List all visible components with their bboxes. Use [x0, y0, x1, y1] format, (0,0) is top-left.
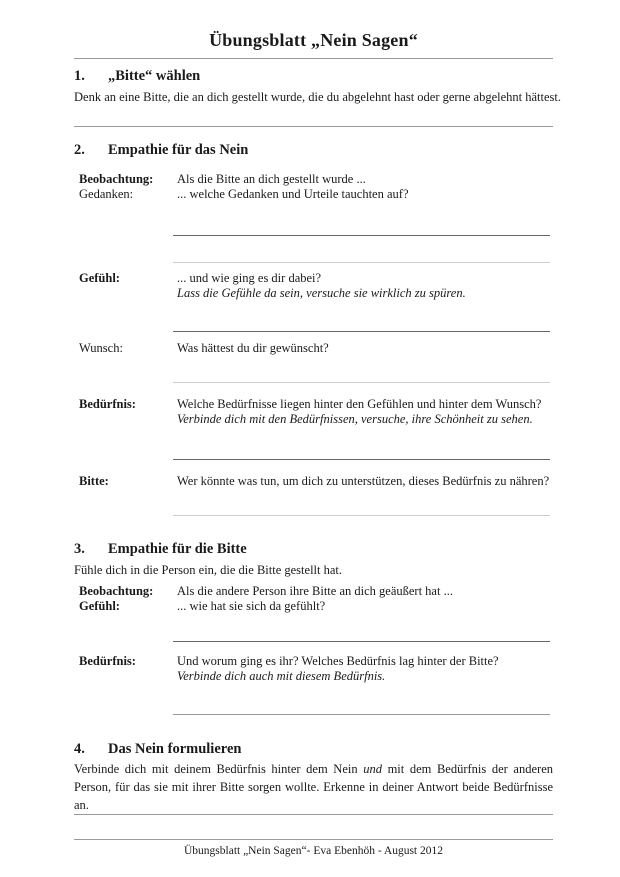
title-divider-rule	[74, 58, 553, 59]
row-text: Als die Bitte an dich gestellt wurde ...	[177, 172, 366, 186]
row-text: Als die andere Person ihre Bitte an dich geäußert hat ...	[177, 584, 453, 598]
section-divider-rule	[74, 126, 553, 127]
section-3-heading	[74, 541, 247, 557]
form-row-observation	[79, 172, 553, 187]
section-2-title: Empathie für das Nein	[108, 142, 249, 158]
row-text: Welche Bedürfnisse liegen hinter den Gefühlen und hinter dem Wunsch?	[177, 397, 542, 411]
form-row-observation	[79, 584, 553, 599]
row-label: Bedürfnis:	[79, 654, 136, 668]
section-3-number: 3.	[74, 541, 85, 557]
row-label: Gefühl:	[79, 271, 120, 285]
answer-line	[173, 641, 550, 642]
form-row-hint	[79, 412, 553, 427]
section-4-intro-part2: mit dem Bedürfnis der anderen Person, für das sie mit ihrer Bitte sorgen wollte. Erkenne in deiner Antwort beide Bedürfnisse an.	[74, 762, 553, 812]
section-1-heading	[74, 68, 200, 84]
row-text: ... wie hat sie sich da gefühlt?	[177, 599, 326, 613]
section-4-number: 4.	[74, 741, 85, 757]
row-text: ... und wie ging es dir dabei?	[177, 271, 322, 285]
form-row-wish	[79, 341, 553, 356]
section-1-title: „Bitte“ wählen	[108, 68, 201, 84]
section-4-title: Das Nein formulieren	[108, 741, 242, 757]
form-row-hint	[79, 669, 553, 684]
section-1-intro: Denk an eine Bitte, die an dich gestellt wurde, die du abgelehnt hast oder gerne abgelehnt hättest.	[74, 90, 561, 104]
section-4-intro	[74, 760, 553, 814]
section-4-heading	[74, 741, 241, 757]
section-4-intro-part1: Verbinde dich mit deinem Bedürfnis hinter dem Nein	[74, 762, 364, 776]
row-hint-text: Verbinde dich mit den Bedürfnissen, versuche, ihre Schönheit zu sehen.	[177, 412, 533, 426]
form-row-feeling	[79, 271, 553, 286]
row-label: Gefühl:	[79, 599, 120, 613]
form-row-hint	[79, 286, 553, 301]
row-label: Beobachtung:	[79, 172, 154, 186]
section-1-number: 1.	[74, 68, 85, 84]
row-text: ... welche Gedanken und Urteile tauchten auf?	[177, 187, 409, 201]
row-text: Und worum ging es ihr? Welches Bedürfnis lag hinter der Bitte?	[177, 654, 499, 668]
row-label: Bedürfnis:	[79, 397, 136, 411]
row-label: Beobachtung:	[79, 584, 154, 598]
answer-line	[173, 515, 550, 516]
answer-line	[173, 459, 550, 460]
answer-line	[173, 714, 550, 715]
answer-line	[173, 235, 550, 236]
row-label: Wunsch:	[79, 341, 123, 355]
form-row-feeling	[79, 599, 553, 614]
row-label: Gedanken:	[79, 187, 134, 201]
section-4-intro-emphasis: und	[363, 762, 382, 776]
form-row-request	[79, 474, 553, 489]
answer-line	[173, 331, 550, 332]
footer-divider-rule	[74, 839, 553, 840]
page-title: Übungsblatt „Nein Sagen“	[209, 30, 418, 50]
row-label: Bitte:	[79, 474, 109, 488]
section-3-intro: Fühle dich in die Person ein, die die Bitte gestellt hat.	[74, 563, 343, 577]
section-2-number: 2.	[74, 142, 85, 158]
answer-line	[173, 382, 550, 383]
section-3-title: Empathie für die Bitte	[108, 541, 247, 557]
form-row-need	[79, 654, 553, 669]
answer-line	[173, 262, 550, 263]
footer-text: Übungsblatt „Nein Sagen“- Eva Ebenhöh - August 2012	[183, 845, 444, 857]
section-2-heading	[74, 142, 248, 158]
form-row-need	[79, 397, 553, 412]
row-text: Wer könnte was tun, um dich zu unterstützen, dieses Bedürfnis zu nähren?	[177, 474, 550, 488]
answer-line	[74, 814, 553, 815]
row-hint-text: Verbinde dich auch mit diesem Bedürfnis.	[177, 669, 386, 683]
row-hint-text: Lass die Gefühle da sein, versuche sie wirklich zu spüren.	[177, 286, 466, 300]
form-row-thoughts	[79, 187, 553, 202]
row-text: Was hättest du dir gewünscht?	[177, 341, 329, 355]
